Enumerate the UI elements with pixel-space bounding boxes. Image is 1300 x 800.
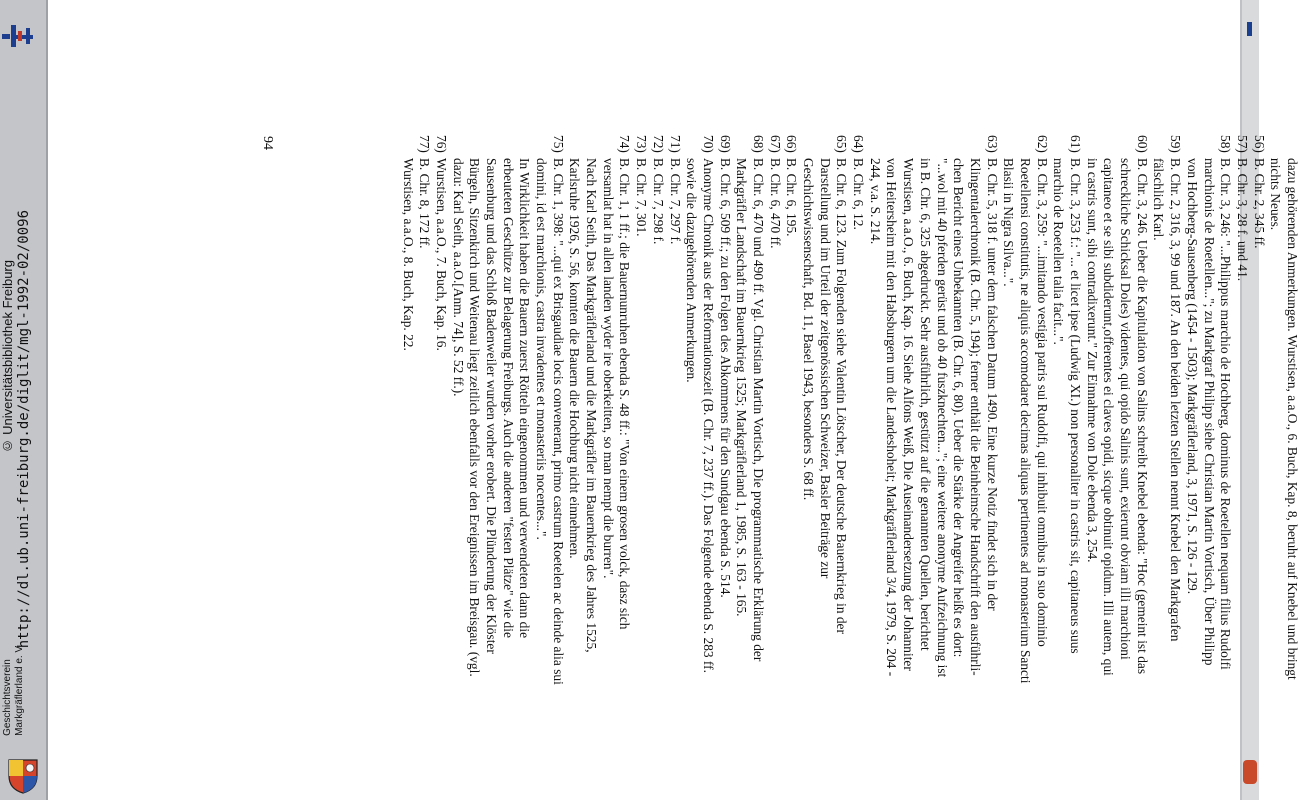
footnote-line-text: B. Chr. 6, 470 ff. [767,158,783,249]
footnote-line [916,135,933,651]
footnote-line-text: Karlsruhe 1926, S. 56, konnten die Bauern die Hochburg nicht einnehmen. [567,158,583,559]
footnote-line [1283,135,1300,680]
footnote-line-text: B. Chr. 6, 470 und 490 ff. Vgl. Christian Martin Vortisch, Die programmatische Erklärung der [751,158,766,662]
footnote-line [649,135,666,535]
footnote-number: 72) [650,135,666,153]
footnote-line [833,135,850,634]
footnote-line [1000,135,1017,535]
footnote-line [1150,135,1167,535]
footnote-line [399,135,416,535]
footnote-line-text: B. Chr. 7, 301. [634,158,650,237]
footnote-line [1250,135,1267,535]
copyright-notice: © Universitätsbibliothek Freiburg [0,260,15,454]
footnote-line-text: B. Chr. 2, 316, 3, 99 und 187. An den beiden letzten Stellen nennt Knebel den Markgrafen [1168,158,1184,642]
footnote-line [783,135,800,535]
footnote-line-text: in B. Chr. 6, 325 abgedruckt. Sehr ausführlich, gestützt auf die genannten Quellen, berichtet [917,158,933,651]
university-library-logo-icon[interactable] [2,20,38,52]
footnote-line [616,135,633,630]
footnote-line-text: B. Chr. 7, 298 f. [650,158,666,245]
footnote-line [566,135,583,559]
footnote-line [900,135,917,671]
footnote-line [1100,135,1117,676]
footnote-line-text: Klingentalerchronik (B. Chr. 5, 194); ferner enthält die Beinheimsche Handschrift den ausführli- [967,158,983,676]
footnote-line-text: B. Chr. 3, 259: "...imitando vestigia patris sui Rudolfi, qui inhibuit omnibus in suo dominio [1034,158,1050,647]
footnote-line [1200,135,1217,666]
footnote-line-text: B. Chr. 1, 398: "...qui ex Brisgaudiae locis convenerant, primo castrum Roetelen ac deinde alia sui [550,158,566,685]
footnote-line [1066,135,1084,654]
footnote-line [966,135,983,676]
footnote-line [749,135,766,662]
footnote-line-text: Geschichtswissenschaft, Bd. 11, Basel 1943, besonders S. 68 ff. [801,158,817,501]
footnote-line [1050,135,1067,535]
footnote-line [1116,135,1134,660]
footnote-line-text: Wurstisen, a.a.O., 8. Buch, Kap. 22. [400,158,416,351]
footnote-line [532,135,550,540]
footnote-number: 57) [1234,135,1250,153]
footnote-number: 74) [617,135,633,153]
footnote-line-text: Wurstisen, a.a.O., 7. Buch, Kap. 16. [433,158,449,351]
footnote-line-text: Bürgeln, Sitzenkirch und Weitenau liegt zeitlich ebenfalls vor den Ereignissen im Breisgau. (vgl. [467,158,483,677]
organization-name-line1: Geschichtsverein [2,659,13,736]
footnote-line-text: B. Chr. 3, 253 f.: "... et licet ipse (Ludwig XI.) non personaliter in castris sit, capitaneus suus [1068,158,1084,654]
footnote-line [1083,135,1100,563]
scanned-page [260,135,1300,685]
footnote-number: 61) [1068,135,1084,153]
footnote-line [449,135,466,535]
footnote-line-text: B. Chr. 3, 28 f. und 41. [1234,158,1250,282]
footnote-line [1217,135,1234,670]
footnote-line [1033,135,1050,647]
footnote-line-text: 244, v.a. S. 214. [867,158,883,245]
footnote-line [432,135,449,535]
footnote-line [549,135,566,685]
footnote-number: 60) [1134,135,1150,153]
footnote-line-text: schreckliche Schicksal Doles) videntes, qui opido Salinis sunt, exierunt obviam illi marchioni [1118,158,1134,660]
footnote-line-text: Anonyme Chronik aus der Reformationszeit (B. Chr. 7, 237 ff.). Das Folgende ebenda S. 283 ff. [700,158,716,673]
footnote-line-text: domini, id est marchionis, castra invadentes et monasteriis nocentes...". [534,158,550,540]
footnote-line-text: B. Chr. 3, 246. Ueber die Kapitulation von Salins schreibt Knebel ebenda: "Hoc (gemeint ist das [1134,158,1150,675]
footnote-line [766,135,783,535]
footnote-line-text: "...wol mit 40 pferden gerüst und ob 40 fuszknechten..."; eine weitere anonyme Aufzeichnung ist [934,158,950,678]
footnote-number: 69) [717,135,733,153]
footnote-number: 63) [984,135,1000,153]
footnote-line-text: marchio de Roetellen talia facit...". [1051,158,1067,345]
footnote-line [516,135,533,639]
footnote-line-text: Darstellung und im Urteil der zeitgenössischen Schweizer, Basler Beiträge zur [817,158,833,579]
footnote-line-text: dazu: Karl Seith, a.a.O.[Anm. 74], S. 52 ff.). [450,158,466,397]
footnote-line [582,135,600,653]
organization-name [2,644,34,736]
footnote-line [950,135,967,658]
footnote-number: 66) [784,135,800,153]
footnote-number: 62) [1034,135,1050,153]
footnote-line-text: B. Chr. 6, 123. Zum Folgenden siehe Valentin Lötscher, Der deutsche Bauernkrieg in der [834,158,850,634]
footnote-line [733,135,750,617]
footnote-line-text: Blasii in Nigra Silva...". [1001,158,1017,287]
footnote-line [599,135,616,579]
footnote-line [1267,135,1284,535]
footnote-line-text: marchionis de Roetellen..."; zu Markgraf Philipp siehe Christian Martin Vortisch, Über Philipp [1201,158,1217,666]
organization-name-line2: Markgräflerland e. V. [14,644,25,736]
footnote-line [416,135,433,535]
footnote-line-text: B. Chr. 6, 12. [851,158,867,230]
right-panel-logo-icon [1247,22,1252,36]
footnote-line [799,135,816,535]
page-number: 94 [260,136,275,150]
footnote-line-text: sowie die dazugehörenden Anmerkungen. [684,158,700,383]
coat-of-arms-icon [6,758,40,794]
footnote-line-text: Roetellensi constitutis, ne aliquis accomodaret decimas aliquas pertinentes ad monasterium Sancti [1018,158,1033,684]
footnote-line-text: In Wirklichkeit haben die Bauern zuerst Rötteln eingenommen und verwendeten dann die [517,158,533,639]
footnote-line-text: B. Chr. 3, 246: "...Philippus marchio de Hochberg, dominus de Roetellen nequam filius Rudolfi [1218,158,1234,670]
footnote-line [1183,135,1200,595]
footnote-number: 64) [851,135,867,153]
footnote-line-text: versamlat hat in allen landen wyder ire oberkeitten, so man nempt die burren". [600,158,616,579]
footnote-line-text: von Hochberg-Sausenberg (1454 - 1503); Markgräflerland, 3, 1971, S. 126 - 129. [1184,158,1200,595]
footnote-line-text: B. Chr. 6, 195. [784,158,800,237]
footnote-line [466,135,483,677]
footnote-text [399,135,1300,685]
left-sidebar-border [46,0,48,800]
footnote-line-text: Markgräfler Landschaft im Bauernkrieg 1525; Markgräflerland 1, 1985, S. 163 - 165. [734,158,750,617]
footnote-number: 68) [751,135,766,153]
footnote-line [933,135,950,678]
footnote-line [866,135,883,535]
footnote-line-text: nichts Neues. [1268,158,1284,231]
footnote-line [983,135,1000,611]
footnote-number: 58) [1218,135,1234,153]
footnote-number: 75) [550,135,566,153]
footnote-line [716,135,733,598]
footnote-line-text: Nach Karl Seith, Das Markgräflerland und die Markgräfler im Bauernkrieg des Jahres 1525, [584,158,600,653]
footnote-number: 77) [417,135,433,153]
footnote-line [482,135,499,654]
footnote-line [849,135,866,535]
footnote-line [666,135,683,535]
footnote-line-text: B. Chr. 5, 318 f. unter dem falschen Datum 1490. Eine kurze Notiz findet sich in der [984,158,1000,611]
footnote-line [1133,135,1150,675]
footnote-line-text: Sausenburg und das Schloß Badenweiler wurden vorher erobert. Die Plünderung der Klöster [484,158,499,654]
footnote-number: 56) [1251,135,1267,153]
footnote-line-text: fälschlich Karl. [1151,158,1167,241]
footnote-line [499,135,516,638]
footnote-number: 67) [767,135,783,153]
page-url[interactable]: http://dl.ub.uni-freiburg.de/diglit/mgl-1992-02/0096 [16,210,32,649]
footnote-line-text: chen Bericht eines Unbekannten (B. Chr. 6, 80). Ueber die Stärke der Angreifer heißt es dort: [951,158,967,658]
footnote-line-text: in castris sunt, sibi contradixerunt." Zur Einnahme von Dole ebenda 3, 254. [1084,158,1100,563]
footnote-line [883,135,900,677]
footnote-line [816,135,833,579]
footnote-line-text: B. Chr. 8, 172 ff. [417,158,433,249]
viewer-left-sidebar [0,0,46,800]
footnote-line-text: Wurstisen, a.a.O., 6. Buch, Kap. 16. Siehe Alfons Weiß, Die Auseinandersetzung der Johanniter [901,158,917,671]
footnote-line-text: erbeuteten Geschütze zur Belagerung Freiburgs. Auch die anderen "festen Plätze" wie die [500,158,516,638]
footnote-line-text: B. Chr. 7, 297 f. [667,158,683,245]
footnote-line [683,135,700,535]
footnote-line-text: capitaneo et se sibi subdiderunt,offerentes ei claves opidi, sicque obtinuit opidum. Illi autem, qui [1101,158,1117,676]
footnote-line-text: B. Chr. 2, 345 ff. [1251,158,1267,249]
footnote-line-text: B. Chr. 1, 1 ff.; die Bauernunruhen ebenda S. 48 ff.: "Von einem grosen volck, dasz sich [617,158,633,630]
footnote-line [1167,135,1184,642]
footnote-line-text: B. Chr. 6, 509 ff.; zu den Folgen des Abkommens für den Sundgau ebenda S. 514. [717,158,733,598]
footnote-line-text: von Heitersheim mit den Habsburgern um die Landeshoheit; Markgräflerland 3/4, 1979, S. 204 - [884,158,900,677]
footnote-number: 70) [700,135,716,153]
footnote-number: 73) [634,135,650,153]
footnote-line [633,135,650,535]
footnote-number: 76) [433,135,449,153]
footnote-line-text: dazu gehörenden Anmerkungen. Wurstisen, a.a.O., 6. Buch, Kap. 8, beruht auf Knebel und bringt [1285,158,1300,680]
footnote-line [1233,135,1250,535]
footnote-line [1016,135,1033,684]
footnote-number: 71) [667,135,683,153]
footnote-number: 59) [1168,135,1184,153]
footnote-line [699,135,716,673]
right-panel-seal-icon [1243,760,1257,784]
footnote-number: 65) [834,135,850,153]
